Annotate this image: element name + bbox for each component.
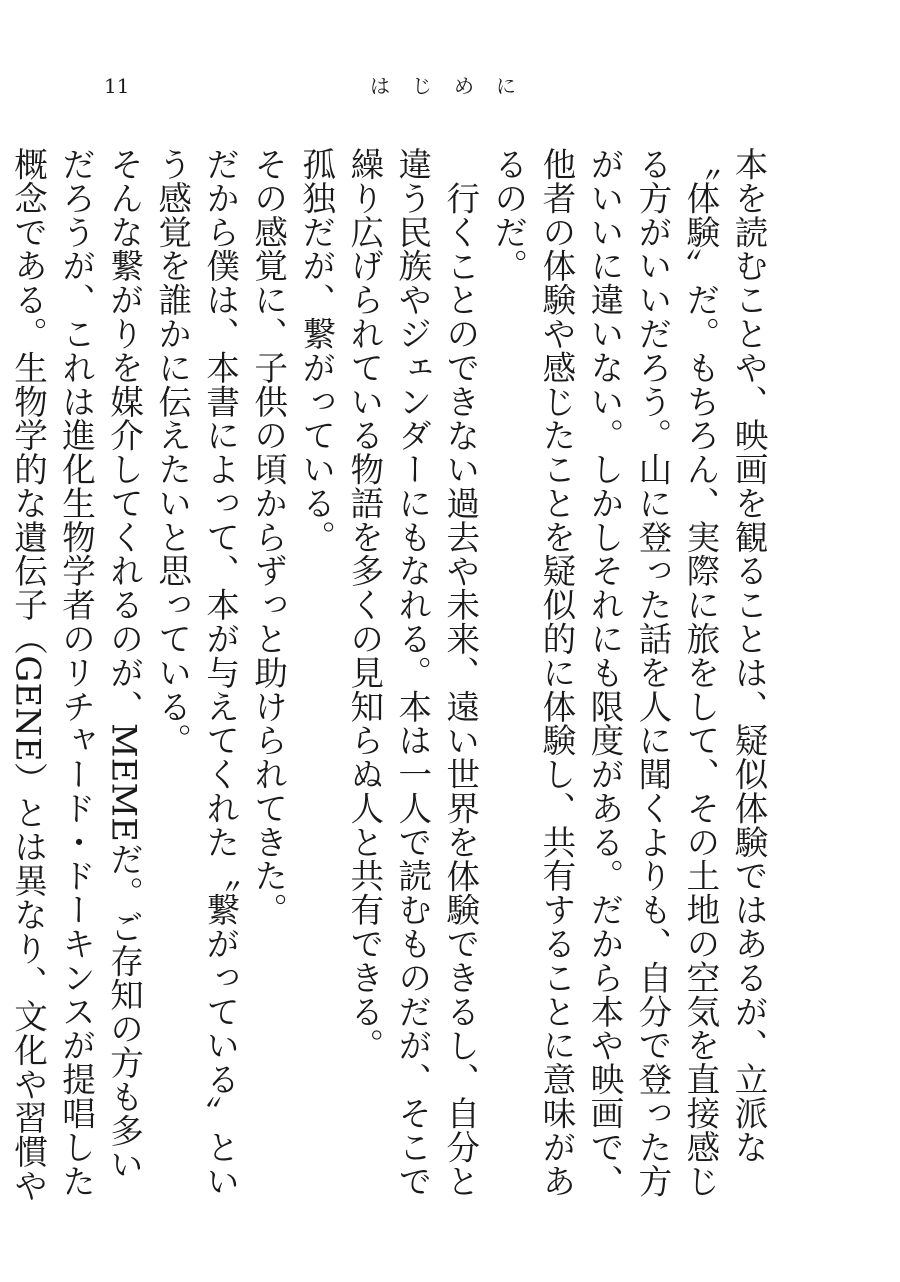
running-head: はじめに bbox=[370, 74, 538, 98]
paragraph: その感覚に、子供の頃からずっと助けられてきた。 bbox=[248, 147, 288, 927]
body-text bbox=[0, 147, 772, 1207]
paragraph: 行くことのできない過去や未来、遠い世界を体験できるし、自分と違う民族やジェンダーにもなれる。本は一人で読むものだが、そこで繰り広げられている物語を多くの見知らぬ人と共有できる。 bbox=[344, 147, 480, 1198]
paragraph: だから僕は、本書によって、本が与えてくれた〝繋がっている〟という感覚を誰かに伝えたいと思っている。 bbox=[152, 147, 240, 1198]
paragraph: 孤独だが、繋がっている。 bbox=[296, 147, 336, 554]
paragraph: 本を読むことや、映画を観ることは、疑似体験ではあるが、立派な〝体験〟だ。もちろん、実際に旅をして、その土地の空気を直接感じる方がいいだろう。山に登った話を人に聞くよりも、自分で登った方がいいに違いない。しかしそれにも限度がある。だから本や映画で、他者の体験や感じたことを疑似的に体験し、共有することに意味があるのだ。 bbox=[488, 147, 768, 1198]
paragraph: そんな繋がりを媒介してくれるのが、MEMEだ。ご存知の方も多いだろうが、これは進化生物学者のリチャード・ドーキンスが提唱した概念である。生物学的な遺伝子（GENE）とは異なり、文化や習慣や bbox=[8, 147, 144, 1203]
page-number: 11 bbox=[104, 74, 130, 98]
